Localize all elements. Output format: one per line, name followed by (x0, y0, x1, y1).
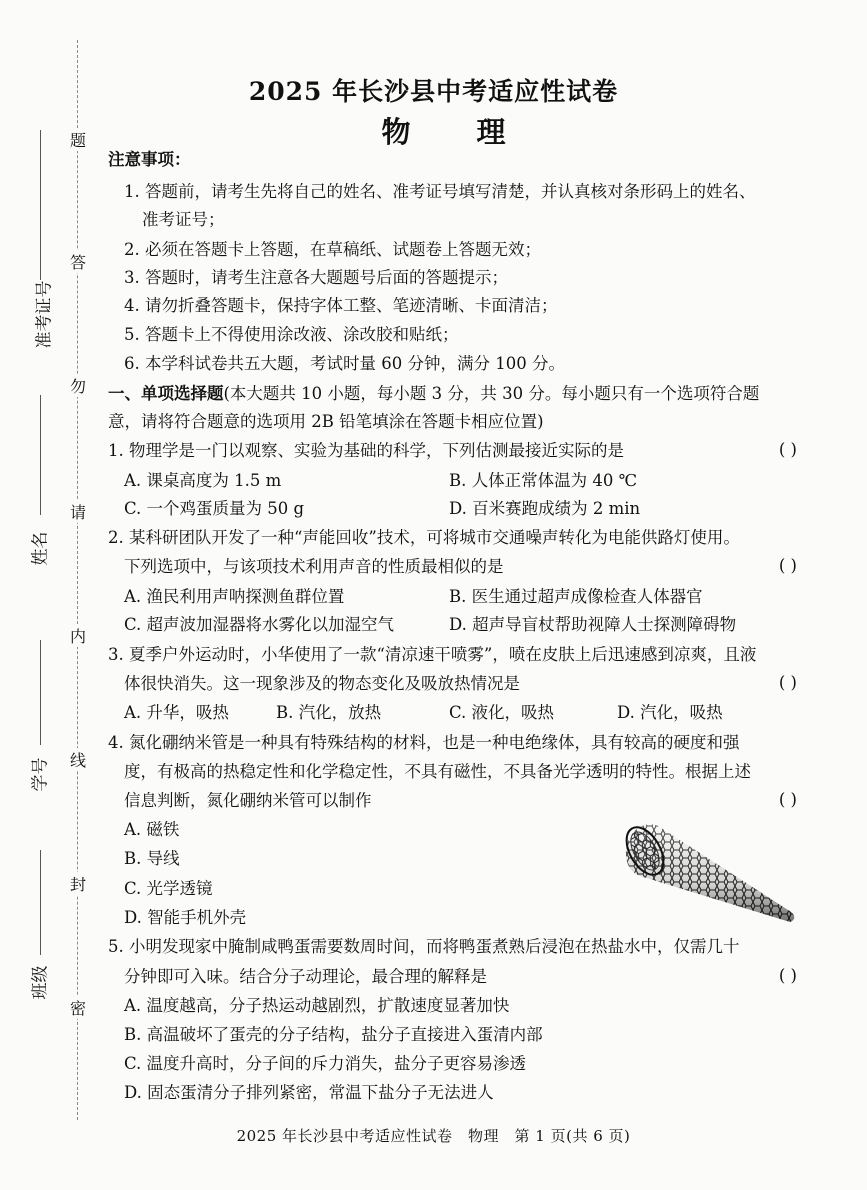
section-desc: (本大题共 10 小题，每小题 3 分，共 30 分。每小题只有一个选项符合题 (223, 384, 760, 403)
q4-option-b: B. 导线 (124, 849, 180, 868)
q1-option-a: A. 课桌高度为 1.5 m (124, 471, 282, 490)
name-label: 姓名 (30, 531, 51, 566)
q2-option-a: A. 渔民利用声呐探测鱼群位置 (124, 587, 345, 606)
notice-item: 4. 请勿折叠答题卡，保持字体工整、笔迹清晰、卡面清洁； (124, 296, 558, 315)
notice-item: 6. 本学科试卷共五大题，考试时量 60 分钟，满分 100 分。 (124, 354, 565, 373)
seal-char: 线 (68, 748, 88, 771)
notice-item: 1. 答题前，请考生先将自己的姓名、准考证号填写清楚，并认真核对条形码上的姓名、 (124, 182, 756, 201)
notice-heading: 注意事项： (108, 150, 191, 169)
answer-paren[interactable]: ( ) (778, 556, 797, 575)
q1-option-d: D. 百米赛跑成绩为 2 min (449, 499, 641, 518)
question-3-stem: 3. 夏季户外运动时，小华使用了一款“清凉速干喷雾”，喷在皮肤上后迅速感到凉爽，且液 (108, 645, 757, 664)
seal-line (77, 40, 78, 1120)
q1-option-b: B. 人体正常体温为 40 ℃ (449, 471, 638, 490)
exam-id-label: 准考证号 (34, 280, 55, 349)
notice-item: 准考证号； (142, 210, 225, 229)
seal-char: 请 (68, 500, 88, 523)
question-4-stem: 度，有极高的热稳定性和化学稳定性，不具有磁性，不具备光学透明的特性。根据上述 (124, 762, 751, 781)
question-1-stem: 1. 物理学是一门以观察、实验为基础的科学，下列估测最接近实际的是 (108, 441, 624, 460)
q2-option-d: D. 超声导盲杖帮助视障人士探测障碍物 (449, 615, 737, 634)
question-5-stem: 5. 小明发现家中腌制咸鸭蛋需要数周时间，而将鸭蛋煮熟后浸泡在热盐水中，仅需几十 (108, 937, 740, 956)
seal-char: 内 (68, 624, 88, 647)
q2-option-b: B. 医生通过超声成像检查人体器官 (449, 587, 703, 606)
answer-paren[interactable]: ( ) (778, 440, 797, 459)
class-label: 班级 (30, 965, 51, 1000)
q5-option-d: D. 固态蛋清分子排列紧密，常温下盐分子无法进人 (124, 1083, 494, 1102)
question-2-stem: 2. 某科研团队开发了一种“声能回收”技术，可将城市交通噪声转化为电能供路灯使用。 (108, 528, 740, 547)
q3-option-a: A. 升华，吸热 (124, 703, 229, 722)
answer-paren[interactable]: ( ) (778, 790, 797, 809)
nanotube-image (618, 818, 798, 933)
subject-title: 物 理 (381, 115, 534, 149)
seal-char: 题 (68, 128, 88, 151)
q5-option-a: A. 温度越高，分子热运动越剧烈，扩散速度显著加快 (124, 996, 510, 1015)
q4-option-c: C. 光学透镜 (124, 879, 213, 898)
question-3-stem: 体很快消失。这一现象涉及的物态变化及吸放热情况是 (124, 674, 520, 693)
q5-option-c: C. 温度升高时，分子间的斥力消失，盐分子更容易渗透 (124, 1054, 527, 1073)
question-4-stem: 信息判断，氮化硼纳米管可以制作 (124, 791, 372, 810)
seal-char: 封 (68, 872, 88, 895)
q3-option-c: C. 液化，吸热 (449, 703, 555, 722)
exam-id-blank[interactable] (40, 130, 41, 280)
question-2-stem: 下列选项中，与该项技术利用声音的性质最相似的是 (124, 557, 504, 576)
exam-title: 2025 年长沙县中考适应性试卷 (248, 77, 619, 106)
answer-paren[interactable]: ( ) (778, 966, 797, 985)
answer-paren[interactable]: ( ) (778, 673, 797, 692)
class-blank[interactable] (40, 850, 41, 955)
q2-option-c: C. 超声波加湿器将水雾化以加湿空气 (124, 615, 395, 634)
q3-option-b: B. 汽化，放热 (276, 703, 382, 722)
section-heading (108, 383, 759, 405)
student-no-label: 学号 (30, 757, 51, 792)
student-no-blank[interactable] (40, 640, 41, 745)
q4-option-d: D. 智能手机外壳 (124, 908, 247, 927)
q4-option-a: A. 磁铁 (124, 820, 180, 839)
section-desc-2: 意，请将符合题意的选项用 2B 铅笔填涂在答题卡相应位置) (108, 412, 544, 431)
page-footer: 2025 年长沙县中考适应性试卷 物理 第 1 页(共 6 页) (236, 1127, 631, 1145)
q3-option-d: D. 汽化，吸热 (617, 703, 723, 722)
question-4-stem: 4. 氮化硼纳米管是一种具有特殊结构的材料，也是一种电绝缘体，具有较高的硬度和强 (108, 733, 740, 752)
notice-item: 5. 答题卡上不得使用涂改液、涂改胶和贴纸； (124, 325, 459, 344)
q1-option-c: C. 一个鸡蛋质量为 50 g (124, 499, 305, 518)
name-blank[interactable] (40, 395, 41, 515)
notice-item: 2. 必须在答题卡上答题，在草稿纸、试题卷上答题无效； (124, 240, 541, 259)
seal-char: 勿 (68, 374, 88, 397)
section-title: 一、单项选择题 (108, 384, 224, 403)
q5-option-b: B. 高温破坏了蛋壳的分子结构，盐分子直接进入蛋清内部 (124, 1025, 543, 1044)
seal-char: 答 (68, 250, 88, 273)
seal-char: 密 (68, 996, 88, 1019)
question-5-stem: 分钟即可入味。结合分子动理论，最合理的解释是 (124, 967, 487, 986)
notice-item: 3. 答题时，请考生注意各大题题号后面的答题提示； (124, 268, 508, 287)
